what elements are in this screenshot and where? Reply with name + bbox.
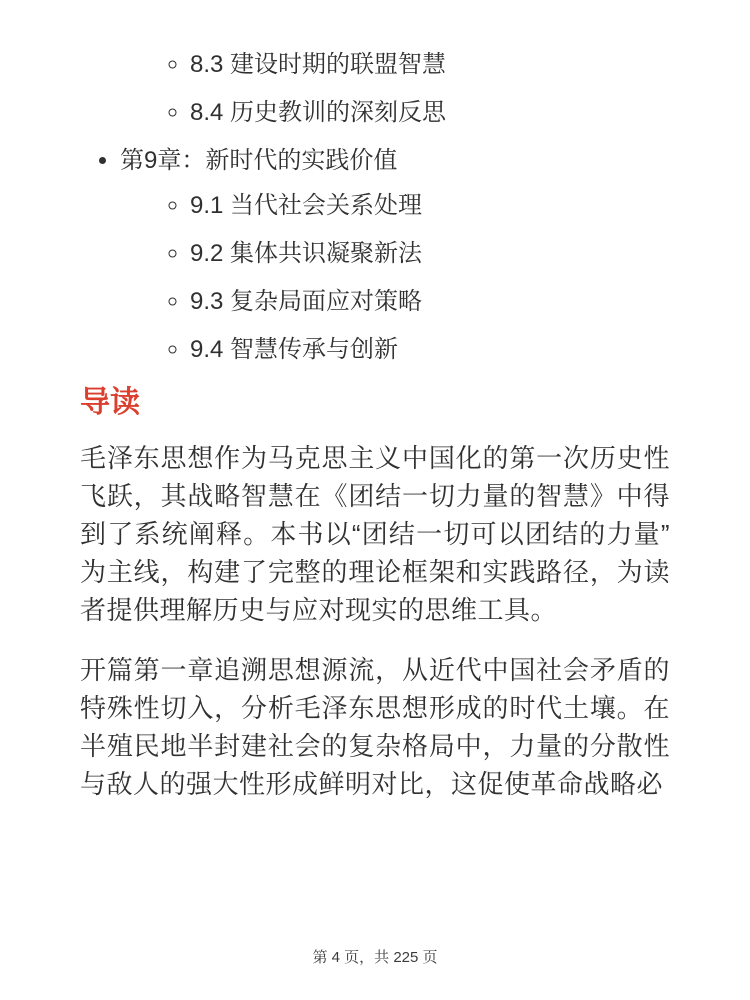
page-number-indicator: 第 4 页，共 225 页 bbox=[312, 949, 438, 966]
toc-item-8-3: ◦ 8.3 建设时期的联盟智慧 bbox=[190, 50, 670, 80]
intro-paragraph-2: 开篇第一章追溯思想源流，从近代中国社会矛盾的特殊性切入，分析毛泽东思想形成的时代土壤。在半殖民地半封建社会的复杂格局中，力量的分散性与敌人的强大性形成鲜明对比，这促使革命战略必 bbox=[80, 655, 670, 799]
table-of-contents bbox=[80, 50, 670, 365]
intro-paragraph-1: 毛泽东思想作为马克思主义中国化的第一次历史性飞跃，其战略智慧在《团结一切力量的智慧》中得到了系统阐释。本书以“团结一切可以团结的力量”为主线，构建了完整的理论框架和实践路径，为读者提供理解历史与应对现实的思维工具。 bbox=[80, 443, 670, 625]
toc-chapter8-sublist bbox=[120, 50, 670, 128]
toc-chapter9-sublist bbox=[120, 191, 670, 365]
toc-item-8-4: ◦ 8.4 历史教训的深刻反思 bbox=[190, 98, 670, 128]
toc-item-9-2: ◦ 9.2 集体共识凝聚新法 bbox=[190, 239, 670, 269]
toc-chapter9-label: 第9章：新时代的实践价值 bbox=[120, 147, 398, 174]
toc-item-9-1: ◦ 9.1 当代社会关系处理 bbox=[190, 191, 670, 221]
section-heading-daodu: 导读 bbox=[80, 386, 140, 419]
toc-chapter8-continued bbox=[120, 50, 670, 128]
toc-item-9-3: ◦ 9.3 复杂局面应对策略 bbox=[190, 287, 670, 317]
toc-item-chapter9 bbox=[120, 146, 670, 365]
toc-item-9-4: ◦ 9.4 智慧传承与创新 bbox=[190, 335, 670, 365]
